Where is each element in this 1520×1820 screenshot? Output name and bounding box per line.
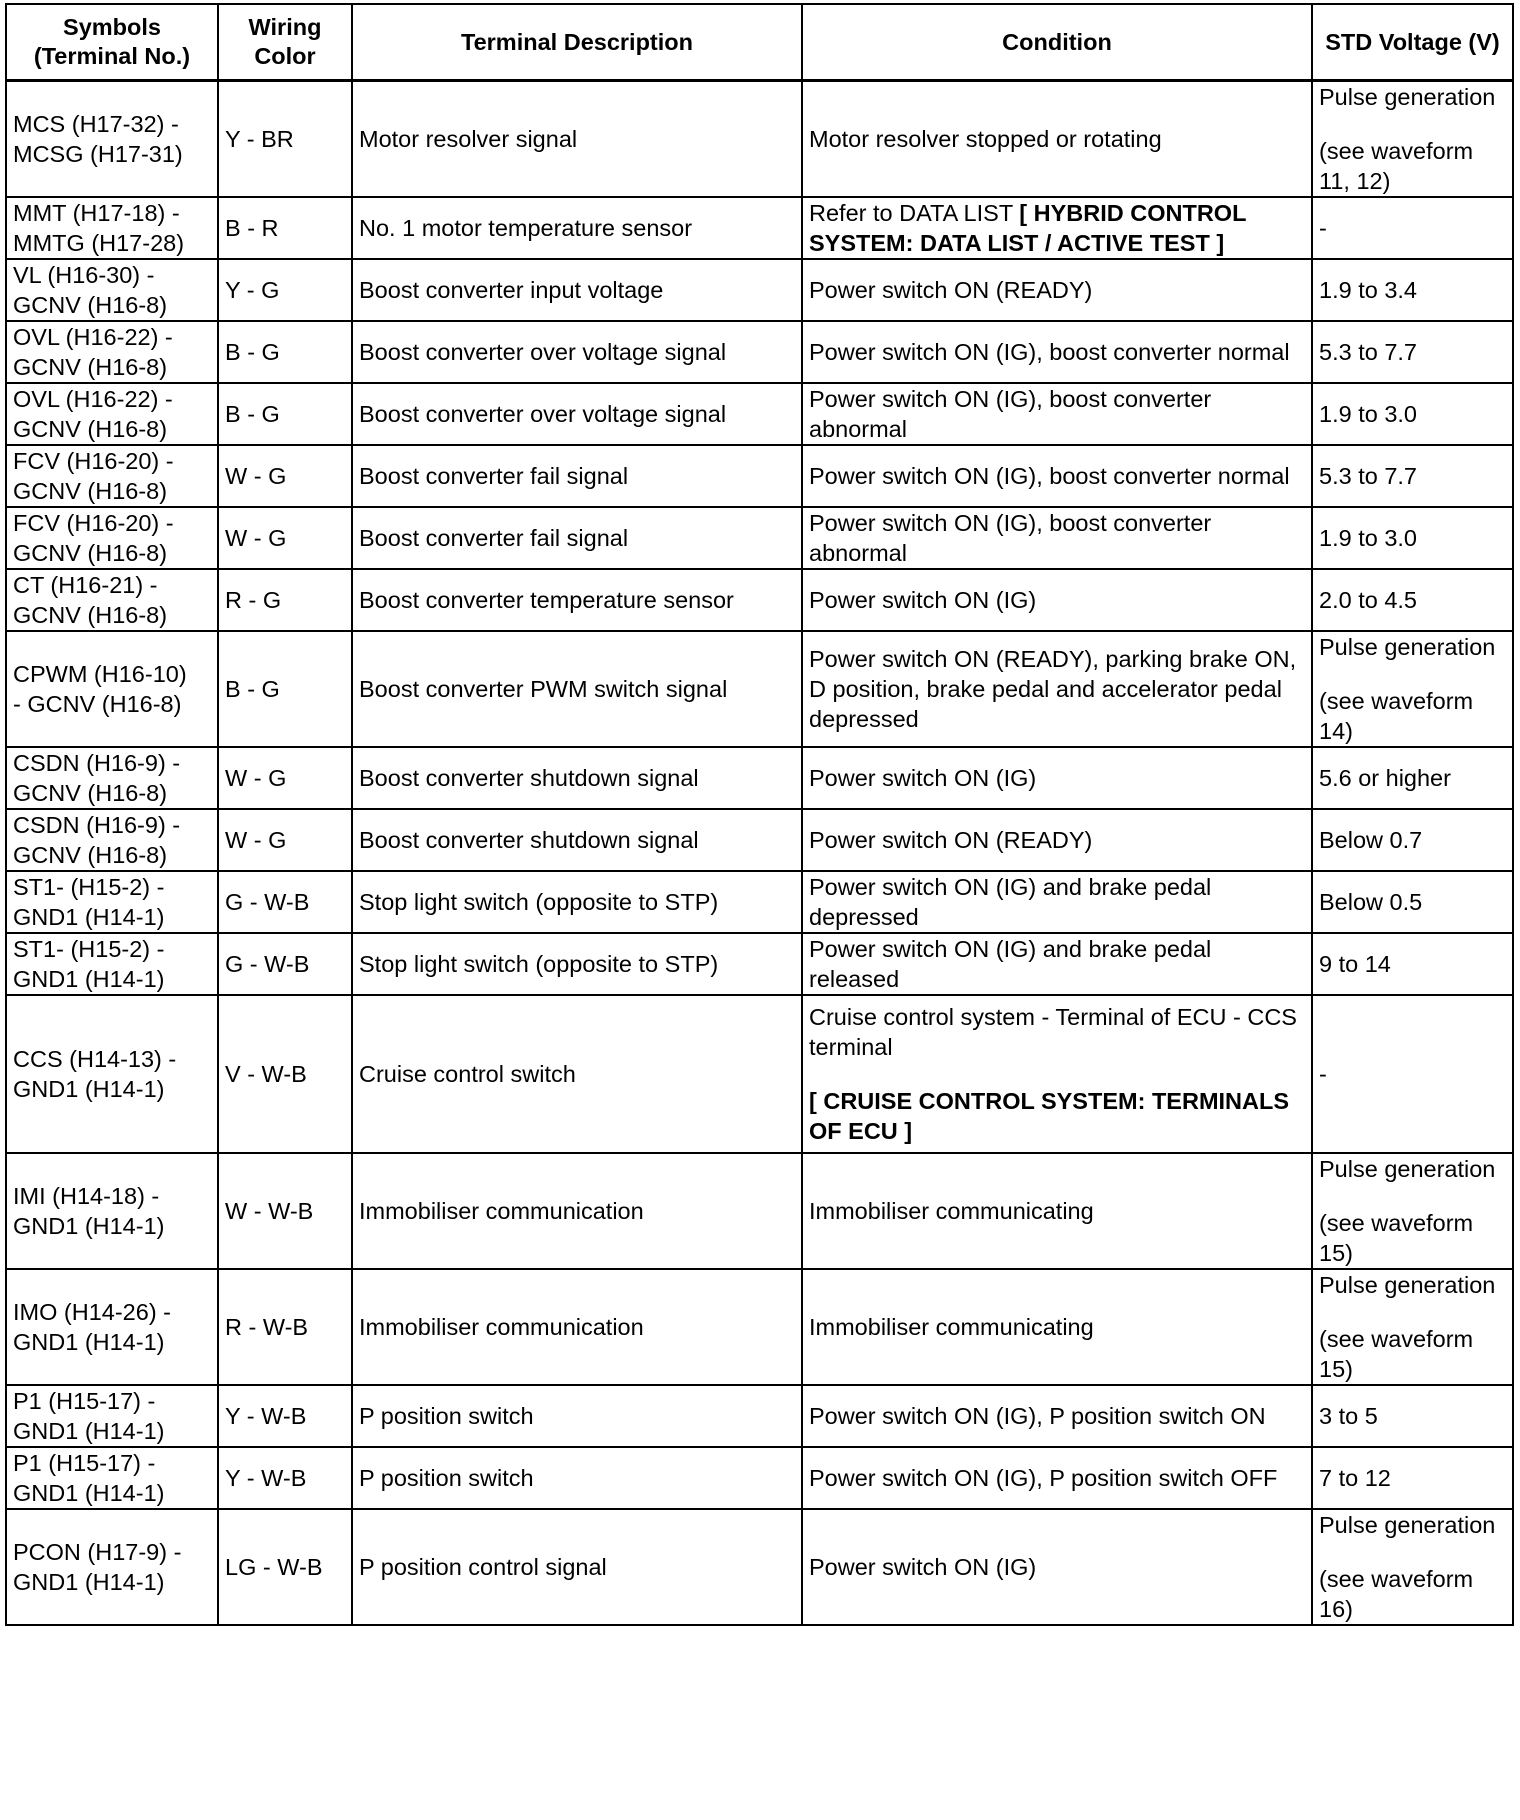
table-row [6,933,1513,995]
cell-wiring-color: W - G [218,507,352,569]
cell-wiring-color: G - W-B [218,933,352,995]
cell-voltage: - [1312,995,1513,1153]
cell-condition: Power switch ON (IG), boost converter normal [802,445,1312,507]
cell-voltage: 2.0 to 4.5 [1312,569,1513,631]
header-symbols-line2: (Terminal No.) [33,43,191,69]
cell-voltage: 5.3 to 7.7 [1312,321,1513,383]
cell-condition: Immobiliser communicating [802,1153,1312,1269]
cell-symbol: PCON (H17-9) - GND1 (H14-1) [6,1509,218,1625]
cell-symbol: CT (H16-21) - GCNV (H16-8) [6,569,218,631]
table-row [6,445,1513,507]
cell-condition: Power switch ON (IG), boost converter normal [802,321,1312,383]
cell-description: Boost converter shutdown signal [352,809,802,871]
cell-wiring-color: B - R [218,197,352,259]
table-row [6,259,1513,321]
table-header-row [6,4,1513,81]
table-row [6,1269,1513,1385]
cell-wiring-color: Y - BR [218,81,352,198]
cell-condition: Power switch ON (IG), P position switch OFF [802,1447,1312,1509]
cell-wiring-color: R - G [218,569,352,631]
cell-description: Boost converter over voltage signal [352,383,802,445]
cell-voltage: 9 to 14 [1312,933,1513,995]
cell-condition: Power switch ON (IG), boost converter abnormal [802,383,1312,445]
cell-symbol: OVL (H16-22) - GCNV (H16-8) [6,383,218,445]
cell-symbol: OVL (H16-22) - GCNV (H16-8) [6,321,218,383]
cell-description: P position control signal [352,1509,802,1625]
cell-voltage: Pulse generation (see waveform 14) [1312,631,1513,747]
cell-condition: Refer to DATA LIST [ HYBRID CONTROL SYSTEM: DATA LIST / ACTIVE TEST ] [802,197,1312,259]
cell-wiring-color: Y - W-B [218,1385,352,1447]
cell-voltage: Below 0.5 [1312,871,1513,933]
table-row [6,995,1513,1153]
cell-condition: Power switch ON (IG) and brake pedal depressed [802,871,1312,933]
cell-description: Boost converter input voltage [352,259,802,321]
table-row [6,1153,1513,1269]
cell-description: Boost converter shutdown signal [352,747,802,809]
header-condition: Condition [802,4,1312,81]
header-symbols [6,4,218,81]
cell-symbol: ST1- (H15-2) - GND1 (H14-1) [6,933,218,995]
cell-symbol: MCS (H17-32) - MCSG (H17-31) [6,81,218,198]
cell-voltage: 5.3 to 7.7 [1312,445,1513,507]
cell-description: Motor resolver signal [352,81,802,198]
cell-condition: Motor resolver stopped or rotating [802,81,1312,198]
cell-description: Boost converter over voltage signal [352,321,802,383]
cell-condition: Cruise control system - Terminal of ECU - CCS terminal [ CRUISE CONTROL SYSTEM: TERMINALS OF ECU ] [802,995,1312,1153]
cell-wiring-color: R - W-B [218,1269,352,1385]
cell-wiring-color: Y - W-B [218,1447,352,1509]
cell-symbol: P1 (H15-17) - GND1 (H14-1) [6,1385,218,1447]
cell-wiring-color: W - W-B [218,1153,352,1269]
header-terminal-description: Terminal Description [352,4,802,81]
cell-symbol: IMO (H14-26) - GND1 (H14-1) [6,1269,218,1385]
cell-voltage: Pulse generation (see waveform 15) [1312,1153,1513,1269]
cell-voltage: Below 0.7 [1312,809,1513,871]
data-list-link[interactable]: [ HYBRID CONTROL SYSTEM: DATA LIST / ACTIVE TEST ] [809,200,1247,256]
cell-condition: Power switch ON (IG) [802,747,1312,809]
cell-voltage: 1.9 to 3.0 [1312,383,1513,445]
table-row [6,507,1513,569]
cell-condition: Power switch ON (IG) and brake pedal released [802,933,1312,995]
cell-description: P position switch [352,1385,802,1447]
table-row [6,747,1513,809]
cell-voltage: 7 to 12 [1312,1447,1513,1509]
terminal-voltage-table [5,3,1514,1626]
cell-wiring-color: B - G [218,321,352,383]
cell-symbol: FCV (H16-20) - GCNV (H16-8) [6,507,218,569]
cell-symbol: ST1- (H15-2) - GND1 (H14-1) [6,871,218,933]
table-row [6,631,1513,747]
cell-symbol: FCV (H16-20) - GCNV (H16-8) [6,445,218,507]
cell-voltage: Pulse generation (see waveform 15) [1312,1269,1513,1385]
table-row [6,197,1513,259]
cell-wiring-color: B - G [218,383,352,445]
table-row [6,321,1513,383]
table-row [6,81,1513,198]
cell-condition: Power switch ON (READY) [802,259,1312,321]
cell-condition: Power switch ON (IG) [802,569,1312,631]
table-row [6,569,1513,631]
table-row [6,1509,1513,1625]
cell-symbol: CPWM (H16-10) - GCNV (H16-8) [6,631,218,747]
table-row [6,1447,1513,1509]
cell-description: Boost converter fail signal [352,445,802,507]
cell-voltage: Pulse generation (see waveform 16) [1312,1509,1513,1625]
cell-wiring-color: G - W-B [218,871,352,933]
cell-symbol: MMT (H17-18) - MMTG (H17-28) [6,197,218,259]
cell-wiring-color: B - G [218,631,352,747]
cell-description: Boost converter fail signal [352,507,802,569]
cell-voltage: 5.6 or higher [1312,747,1513,809]
cell-voltage: 3 to 5 [1312,1385,1513,1447]
terminal-table-sheet [5,3,1514,1626]
cell-voltage: - [1312,197,1513,259]
cell-description: Immobiliser communication [352,1153,802,1269]
table-row [6,809,1513,871]
table-row [6,1385,1513,1447]
header-symbols-line1: Symbols [63,14,161,40]
cell-condition: Power switch ON (READY), parking brake ON, D position, brake pedal and accelerator pedal depressed [802,631,1312,747]
cell-description: Cruise control switch [352,995,802,1153]
cell-description: Stop light switch (opposite to STP) [352,933,802,995]
table-row [6,383,1513,445]
cell-symbol: VL (H16-30) - GCNV (H16-8) [6,259,218,321]
cell-description: Stop light switch (opposite to STP) [352,871,802,933]
cell-wiring-color: LG - W-B [218,1509,352,1625]
cell-wiring-color: W - G [218,445,352,507]
cell-condition: Power switch ON (IG), P position switch ON [802,1385,1312,1447]
cruise-control-terminals-link[interactable]: [ CRUISE CONTROL SYSTEM: TERMINALS OF ECU ] [809,1088,1290,1144]
cell-condition: Immobiliser communicating [802,1269,1312,1385]
cell-condition: Power switch ON (READY) [802,809,1312,871]
cell-voltage: Pulse generation (see waveform 11, 12) [1312,81,1513,198]
header-std-voltage: STD Voltage (V) [1312,4,1513,81]
table-row [6,871,1513,933]
cell-description: Boost converter PWM switch signal [352,631,802,747]
cell-description: No. 1 motor temperature sensor [352,197,802,259]
cell-wiring-color: Y - G [218,259,352,321]
header-wiring-color [218,4,352,81]
cell-wiring-color: W - G [218,747,352,809]
header-wiring-line1: Wiring [248,14,322,40]
cell-wiring-color: V - W-B [218,995,352,1153]
cell-description: Immobiliser communication [352,1269,802,1385]
cell-wiring-color: W - G [218,809,352,871]
cell-symbol: IMI (H14-18) - GND1 (H14-1) [6,1153,218,1269]
cell-symbol: CCS (H14-13) - GND1 (H14-1) [6,995,218,1153]
cell-symbol: CSDN (H16-9) - GCNV (H16-8) [6,747,218,809]
cell-condition: Power switch ON (IG) [802,1509,1312,1625]
cell-description: Boost converter temperature sensor [352,569,802,631]
cell-voltage: 1.9 to 3.0 [1312,507,1513,569]
cell-condition: Power switch ON (IG), boost converter abnormal [802,507,1312,569]
cell-symbol: CSDN (H16-9) - GCNV (H16-8) [6,809,218,871]
cell-voltage: 1.9 to 3.4 [1312,259,1513,321]
header-wiring-line2: Color [254,43,316,69]
cell-description: P position switch [352,1447,802,1509]
cell-symbol: P1 (H15-17) - GND1 (H14-1) [6,1447,218,1509]
